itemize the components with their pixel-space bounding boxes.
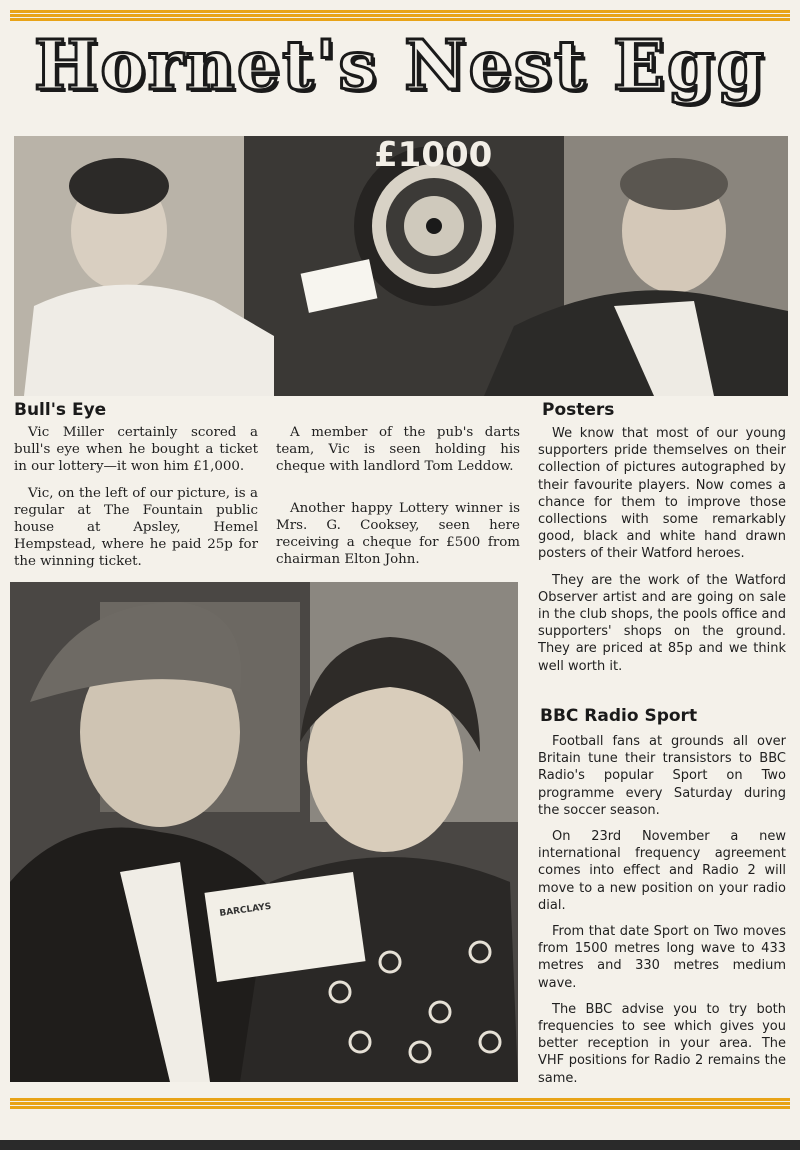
- photo-darts-scene: [14, 136, 788, 396]
- photo-elton-cheque: [10, 582, 518, 1082]
- bulls-eye-column: [14, 424, 258, 580]
- bulls-eye-title: Bull's Eye: [14, 400, 107, 420]
- posters-paragraph: They are the work of the Watford Observer artist and are going on sale in the club shops, the pools office and supporters' shops on the ground. They are priced at 85p and we think well worth it.: [538, 572, 786, 674]
- page-edge: [0, 1140, 800, 1150]
- posters-column: [538, 425, 786, 684]
- bottom-photo: [10, 582, 518, 1082]
- bottom-rule: [10, 1098, 790, 1109]
- svg-text:£1000: £1000: [374, 136, 493, 175]
- middle-paragraph: A member of the pub's darts team, Vic is seen holding his cheque with landlord Tom Leddow.: [276, 425, 520, 475]
- headline: Hornet's Nest Egg: [33, 26, 767, 106]
- bbc-paragraph: Football fans at grounds all over Britain tune their transistors to BBC Radio's popular Sport on Two programme every Saturday during the soccer season.: [538, 734, 786, 818]
- bbc-paragraph: On 23rd November a new international frequency agreement comes into effect and Radio 2 will move to a new position on your radio dial.: [538, 829, 786, 913]
- bbc-paragraph: The BBC advise you to try both frequencies to see which gives you better reception in your area. The VHF positions for Radio 2 remains the same.: [538, 1001, 786, 1086]
- bbc-title: BBC Radio Sport: [540, 706, 698, 726]
- middle-paragraph: Another happy Lottery winner is Mrs. G. Cooksey, seen here receiving a cheque for £500 from chairman Elton John.: [276, 500, 520, 568]
- bulls-eye-paragraph: Vic, on the left of our picture, is a regular at The Fountain public house at Apsley, Hemel Hempstead, where he paid 25p for the winning ticket.: [14, 485, 258, 570]
- top-photo: [14, 136, 788, 396]
- cheque-bank-label: BARCLAYS: [218, 901, 272, 919]
- top-rule: [10, 10, 790, 21]
- posters-title: Posters: [542, 400, 615, 420]
- bbc-column: [538, 733, 786, 1096]
- bulls-eye-paragraph: Vic Miller certainly scored a bull's eye when he bought a ticket in our lottery—it won him £1,000.: [14, 425, 258, 475]
- bbc-paragraph: From that date Sport on Two moves from 1500 metres long wave to 433 metres and 330 metres medium wave.: [538, 924, 786, 991]
- posters-paragraph: We know that most of our young supporters pride themselves on their collection of pictures autographed by their favourite players. Now comes a chance for them to improve those collections with some remarkably good, black and white hand drawn posters of their Watford heroes.: [538, 426, 786, 562]
- middle-column: [276, 424, 520, 577]
